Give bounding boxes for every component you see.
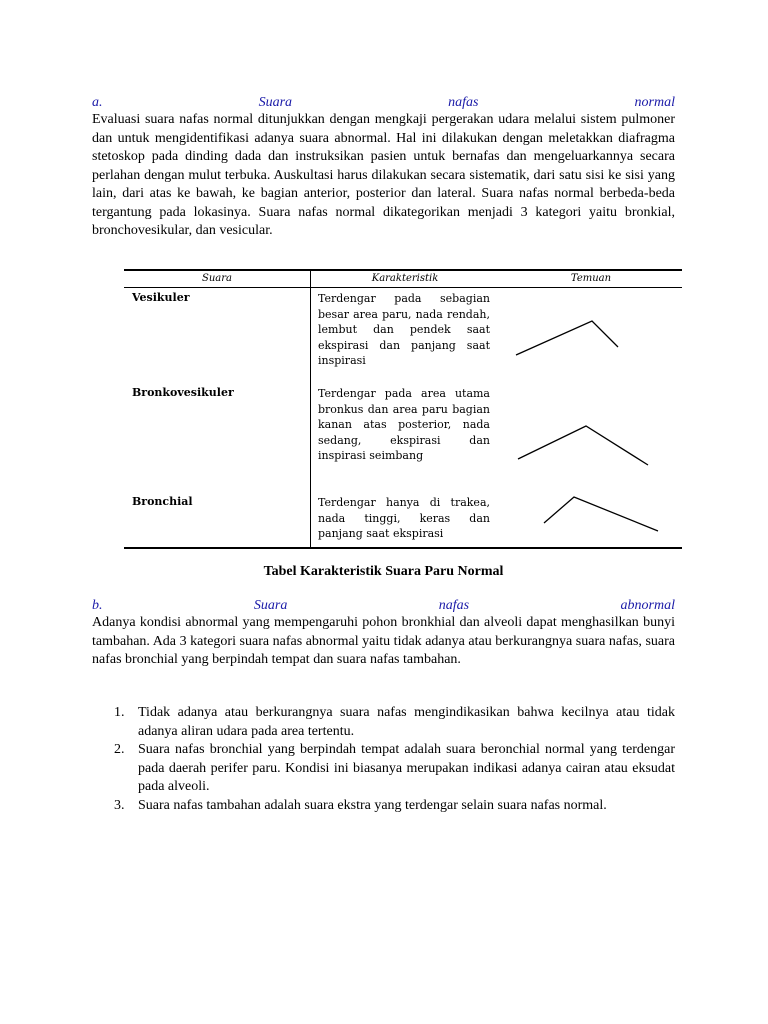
table-header [124, 271, 682, 288]
list-item [92, 797, 675, 816]
section-b-word-3: abnormal [620, 598, 675, 613]
list-item [92, 741, 675, 797]
header-karakteristik: Karakteristik [371, 273, 439, 284]
list-item-number: 3. [114, 797, 125, 813]
section-b-letter: b. [92, 598, 103, 613]
row-vesikuler-description: Terdengar pada sebagian besar area paru, nada rendah, lembut dan pendek saat ekspirasi dan panjang saat inspirasi [318, 292, 490, 367]
list-item [92, 704, 675, 741]
row-vesikuler-name: Vesikuler [132, 291, 190, 304]
section-a-word-3: normal [634, 95, 675, 110]
section-b-heading [92, 597, 675, 615]
row-bronchial-description: Terdengar hanya di trakea, nada tinggi, keras dan panjang saat ekspirasi [318, 496, 490, 540]
list-item-text: Suara nafas tambahan adalah suara ekstra yang terdengar selain suara nafas normal. [138, 797, 607, 813]
section-a-paragraph: Evaluasi suara nafas normal ditunjukkan dengan mengkaji pergerakan udara melalui sistem pulmoner dan untuk mengidentifikasi adanya suara abnormal. Hal ini dilakukan dengan meletakkan diafragma stetoskop pada dinding dada dan instruksikan pasien untuk bernafas dan mengeluarkannya secara perlahan dengan mulut terbuka. Auskultasi harus dilakukan secara sistematik, dari satu sisi ke sisi yang lain, dari atas ke bawah, ke bagian anterior, posterior dan lateral. Suara nafas normal berbeda-beda tergantung pada lokasinya. Suara nafas normal dikategorikan menjadi 3 kategori yaitu bronkial, bronchovesikular, dan vesicular. [92, 112, 675, 238]
section-a-letter: a. [92, 95, 103, 110]
column-divider [310, 271, 311, 547]
header-suara: Suara [202, 273, 232, 284]
list-item-text: Suara nafas bronchial yang berpindah tempat adalah suara beronchial normal yang terdengar pada daerah perifer paru. Kondisi ini biasanya merupakan indikasi adanya cairan atau eksudat pada alveoli. [138, 742, 675, 794]
header-temuan: Temuan [570, 273, 612, 284]
vesikuler-sound-diagram [514, 315, 624, 360]
section-b-word-1: Suara [253, 598, 288, 613]
list-item-number: 2. [114, 742, 125, 757]
section-a-word-2: nafas [448, 95, 479, 110]
section-b-paragraph: Adanya kondisi abnormal yang mempengaruhi pohon bronkhial dan alveoli dapat menghasilkan bunyi tambahan. Ada 3 kategori suara nafas abnormal yaitu tidak adanya atau berkurangnya suara nafas, suara nafas bronchial yang berpindah tempat dan suara nafas tambahan. [92, 615, 675, 667]
table-caption: Tabel Karakteristik Suara Paru Normal [263, 564, 504, 579]
karakteristik-table [124, 269, 682, 549]
row-bronkovesikuler-name: Bronkovesikuler [132, 386, 234, 399]
section-b-word-2: nafas [438, 598, 470, 613]
bronchial-sound-diagram [542, 493, 662, 535]
bronkovesikuler-sound-diagram [516, 423, 651, 469]
list-item-text: Tidak adanya atau berkurangnya suara nafas mengindikasikan bahwa kecilnya atau tidak adanya aliran udara pada area tertentu. [138, 705, 675, 739]
row-bronchial-name: Bronchial [132, 495, 193, 508]
section-a-heading [92, 94, 675, 112]
abnormal-sound-list [92, 704, 675, 815]
row-bronkovesikuler-description: Terdengar pada area utama bronkus dan area paru bagian kanan atas posterior, nada sedang, ekspirasi dan inspirasi seimbang [318, 387, 490, 462]
list-item-number: 1. [114, 705, 125, 720]
section-a-word-1: Suara [258, 95, 293, 110]
